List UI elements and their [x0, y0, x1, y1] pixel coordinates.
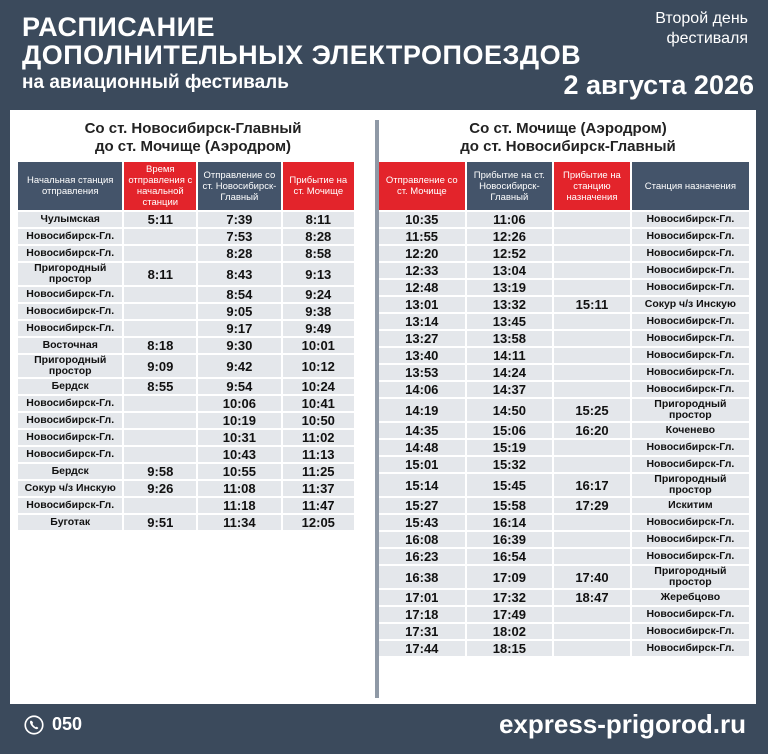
right-cell-col2: [554, 641, 630, 656]
left-cell-col2: 9:42: [198, 355, 280, 377]
right-cell-col1: 18:02: [467, 624, 553, 639]
right-cell-col3: Искитим: [632, 498, 749, 513]
left-header-start-station: Начальная станция отправления: [18, 162, 122, 210]
right-cell-col1: 12:26: [467, 229, 553, 244]
right-cell-col1: 14:37: [467, 382, 553, 397]
right-table-row: [379, 246, 749, 261]
right-cell-col1: 13:45: [467, 314, 553, 329]
left-table-row: [18, 355, 354, 377]
left-table-row: [18, 379, 354, 394]
left-table-row: [18, 464, 354, 479]
left-cell-col2: 9:05: [198, 304, 280, 319]
left-cell-col0: Новосибирск-Гл.: [18, 321, 122, 336]
left-cell-col2: 8:43: [198, 263, 280, 285]
right-table-row: [379, 515, 749, 530]
left-cell-col0: Восточная: [18, 338, 122, 353]
left-cell-col1: [124, 447, 196, 462]
right-cell-col3: Жеребцово: [632, 590, 749, 605]
right-cell-col3: Пригородный простор: [632, 474, 749, 496]
left-cell-col1: 5:11: [124, 212, 196, 227]
right-cell-col1: 17:49: [467, 607, 553, 622]
right-cell-col3: Новосибирск-Гл.: [632, 246, 749, 261]
right-cell-col3: Новосибирск-Гл.: [632, 457, 749, 472]
right-cell-col0: 14:06: [379, 382, 465, 397]
left-cell-col2: 10:06: [198, 396, 280, 411]
right-cell-col1: 13:04: [467, 263, 553, 278]
right-table-row: [379, 566, 749, 588]
left-cell-col2: 7:39: [198, 212, 280, 227]
right-table-row: [379, 423, 749, 438]
left-cell-col1: 9:09: [124, 355, 196, 377]
right-table-row: [379, 457, 749, 472]
left-cell-col0: Сокур ч/з Инскую: [18, 481, 122, 496]
left-cell-col3: 9:49: [283, 321, 354, 336]
left-cell-col3: 9:13: [283, 263, 354, 285]
left-cell-col1: [124, 246, 196, 261]
right-cell-col2: [554, 331, 630, 346]
right-cell-col1: 17:32: [467, 590, 553, 605]
left-cell-col3: 11:02: [283, 430, 354, 445]
left-cell-col2: 11:08: [198, 481, 280, 496]
right-cell-col3: Новосибирск-Гл.: [632, 532, 749, 547]
phone-icon: [24, 714, 44, 736]
right-cell-col2: 15:25: [554, 399, 630, 421]
left-cell-col1: 8:11: [124, 263, 196, 285]
left-table-row: [18, 396, 354, 411]
right-cell-col1: 13:32: [467, 297, 553, 312]
right-table-row: [379, 549, 749, 564]
left-cell-col2: 11:18: [198, 498, 280, 513]
right-cell-col1: 13:58: [467, 331, 553, 346]
right-cell-col1: 14:50: [467, 399, 553, 421]
right-cell-col3: Новосибирск-Гл.: [632, 263, 749, 278]
left-table-row: [18, 338, 354, 353]
left-cell-col2: 9:54: [198, 379, 280, 394]
left-cell-col0: Новосибирск-Гл.: [18, 229, 122, 244]
left-cell-col0: Новосибирск-Гл.: [18, 430, 122, 445]
right-cell-col0: 17:18: [379, 607, 465, 622]
right-cell-col1: 16:39: [467, 532, 553, 547]
left-cell-col2: 7:53: [198, 229, 280, 244]
right-cell-col1: 12:52: [467, 246, 553, 261]
right-table-row: [379, 624, 749, 639]
right-cell-col0: 13:27: [379, 331, 465, 346]
left-cell-col0: Новосибирск-Гл.: [18, 287, 122, 302]
right-cell-col2: [554, 532, 630, 547]
right-cell-col0: 15:27: [379, 498, 465, 513]
right-cell-col2: 17:40: [554, 566, 630, 588]
right-cell-col3: Новосибирск-Гл.: [632, 624, 749, 639]
left-table-row: [18, 481, 354, 496]
left-table-row: [18, 430, 354, 445]
right-cell-col0: 17:44: [379, 641, 465, 656]
left-table-row: [18, 229, 354, 244]
left-cell-col3: 10:50: [283, 413, 354, 428]
right-cell-col1: 11:06: [467, 212, 553, 227]
title-line-2: ДОПОЛНИТЕЛЬНЫХ ЭЛЕКТРОПОЕЗДОВ: [22, 40, 582, 70]
left-table-row: [18, 447, 354, 462]
right-cell-col3: Коченево: [632, 423, 749, 438]
right-cell-col0: 12:20: [379, 246, 465, 261]
right-table-row: [379, 607, 749, 622]
right-cell-col1: 16:14: [467, 515, 553, 530]
left-title-line-1: Со ст. Новосибирск-Главный: [84, 120, 302, 137]
right-cell-col3: Новосибирск-Гл.: [632, 365, 749, 380]
left-cell-col1: [124, 287, 196, 302]
left-cell-col0: Новосибирск-Гл.: [18, 246, 122, 261]
left-cell-col3: 10:24: [283, 379, 354, 394]
left-table-row: [18, 413, 354, 428]
left-cell-col3: 10:01: [283, 338, 354, 353]
right-cell-col2: [554, 246, 630, 261]
left-table-header-row: [18, 162, 354, 210]
right-cell-col2: 16:20: [554, 423, 630, 438]
right-table-row: [379, 474, 749, 496]
left-cell-col2: 10:19: [198, 413, 280, 428]
right-table-row: [379, 532, 749, 547]
right-header-destination-arrival: Прибытие на станцию назначения: [554, 162, 630, 210]
right-cell-col1: 15:19: [467, 440, 553, 455]
right-cell-col1: 15:06: [467, 423, 553, 438]
left-cell-col0: Новосибирск-Гл.: [18, 304, 122, 319]
left-table-row: [18, 304, 354, 319]
festival-day-line-2: фестиваля: [666, 30, 748, 47]
right-cell-col2: [554, 549, 630, 564]
right-cell-col0: 14:48: [379, 440, 465, 455]
left-cell-col2: 10:43: [198, 447, 280, 462]
left-cell-col1: 9:58: [124, 464, 196, 479]
right-cell-col0: 13:53: [379, 365, 465, 380]
right-table-row: [379, 399, 749, 421]
right-header-novosibirsk-arrival: Прибытие на ст. Новосибирск-Главный: [467, 162, 553, 210]
right-cell-col2: [554, 382, 630, 397]
left-table-row: [18, 321, 354, 336]
right-cell-col0: 17:31: [379, 624, 465, 639]
left-cell-col1: [124, 304, 196, 319]
right-cell-col2: 17:29: [554, 498, 630, 513]
right-cell-col2: [554, 263, 630, 278]
left-cell-col0: Чулымская: [18, 212, 122, 227]
right-cell-col0: 10:35: [379, 212, 465, 227]
left-cell-col3: 10:41: [283, 396, 354, 411]
right-table-row: [379, 263, 749, 278]
header: [0, 0, 768, 110]
right-cell-col1: 16:54: [467, 549, 553, 564]
right-cell-col0: 16:08: [379, 532, 465, 547]
left-cell-col3: 12:05: [283, 515, 354, 530]
right-cell-col3: Новосибирск-Гл.: [632, 348, 749, 363]
left-table-row: [18, 515, 354, 530]
left-cell-col2: 8:54: [198, 287, 280, 302]
left-table-row: [18, 212, 354, 227]
right-cell-col3: Новосибирск-Гл.: [632, 280, 749, 295]
right-table-row: [379, 212, 749, 227]
right-table-row: [379, 348, 749, 363]
left-cell-col2: 10:55: [198, 464, 280, 479]
right-table-row: [379, 365, 749, 380]
right-cell-col0: 14:35: [379, 423, 465, 438]
left-cell-col0: Новосибирск-Гл.: [18, 447, 122, 462]
right-cell-col1: 14:11: [467, 348, 553, 363]
right-cell-col1: 15:45: [467, 474, 553, 496]
right-cell-col0: 12:48: [379, 280, 465, 295]
right-cell-col2: [554, 348, 630, 363]
left-schedule-table: [16, 160, 356, 532]
right-table-row: [379, 229, 749, 244]
left-cell-col1: [124, 498, 196, 513]
right-section-title: [388, 120, 748, 156]
right-cell-col2: [554, 365, 630, 380]
left-cell-col3: 8:11: [283, 212, 354, 227]
right-cell-col0: 16:23: [379, 549, 465, 564]
right-cell-col0: 13:14: [379, 314, 465, 329]
right-cell-col3: Новосибирск-Гл.: [632, 440, 749, 455]
right-schedule-table: [377, 160, 751, 658]
right-cell-col0: 17:01: [379, 590, 465, 605]
left-cell-col3: 11:47: [283, 498, 354, 513]
left-cell-col2: 8:28: [198, 246, 280, 261]
right-cell-col3: Новосибирск-Гл.: [632, 314, 749, 329]
left-table-row: [18, 263, 354, 285]
left-cell-col3: 11:37: [283, 481, 354, 496]
right-cell-col3: Пригородный простор: [632, 566, 749, 588]
right-cell-col3: Пригородный простор: [632, 399, 749, 421]
left-cell-col1: [124, 413, 196, 428]
right-cell-col1: 13:19: [467, 280, 553, 295]
right-table-row: [379, 314, 749, 329]
left-header-start-time: Время отправления с начальной станции: [124, 162, 196, 210]
title-line-1: РАСПИСАНИЕ: [22, 12, 216, 42]
left-cell-col3: 9:24: [283, 287, 354, 302]
left-cell-col3: 11:25: [283, 464, 354, 479]
right-cell-col2: [554, 607, 630, 622]
right-table-row: [379, 440, 749, 455]
right-cell-col1: 15:32: [467, 457, 553, 472]
left-header-mochishche-arrival: Прибытие на ст. Мочище: [283, 162, 354, 210]
right-table-row: [379, 280, 749, 295]
left-cell-col3: 10:12: [283, 355, 354, 377]
left-cell-col2: 11:34: [198, 515, 280, 530]
right-header-destination-station: Станция назначения: [632, 162, 749, 210]
right-cell-col2: [554, 212, 630, 227]
left-cell-col0: Новосибирск-Гл.: [18, 498, 122, 513]
right-cell-col0: 12:33: [379, 263, 465, 278]
right-cell-col2: [554, 457, 630, 472]
left-table-row: [18, 246, 354, 261]
right-cell-col3: Сокур ч/з Инскую: [632, 297, 749, 312]
right-cell-col1: 17:09: [467, 566, 553, 588]
left-cell-col3: 8:28: [283, 229, 354, 244]
right-cell-col2: 15:11: [554, 297, 630, 312]
right-cell-col0: 15:14: [379, 474, 465, 496]
right-cell-col0: 15:01: [379, 457, 465, 472]
right-table-row: [379, 590, 749, 605]
left-cell-col1: 8:55: [124, 379, 196, 394]
right-cell-col1: 15:58: [467, 498, 553, 513]
left-cell-col2: 9:30: [198, 338, 280, 353]
right-title-line-1: Со ст. Мочище (Аэродром): [469, 120, 667, 137]
left-cell-col0: Буготак: [18, 515, 122, 530]
left-cell-col0: Бердск: [18, 464, 122, 479]
left-cell-col0: Новосибирск-Гл.: [18, 413, 122, 428]
right-cell-col3: Новосибирск-Гл.: [632, 607, 749, 622]
right-cell-col2: [554, 280, 630, 295]
left-cell-col2: 10:31: [198, 430, 280, 445]
right-cell-col1: 18:15: [467, 641, 553, 656]
right-cell-col3: Новосибирск-Гл.: [632, 229, 749, 244]
left-cell-col3: 8:58: [283, 246, 354, 261]
right-cell-col2: [554, 624, 630, 639]
right-table-row: [379, 382, 749, 397]
left-cell-col1: [124, 430, 196, 445]
right-cell-col3: Новосибирск-Гл.: [632, 515, 749, 530]
left-section-title: [18, 120, 368, 156]
right-cell-col3: Новосибирск-Гл.: [632, 641, 749, 656]
right-cell-col2: [554, 515, 630, 530]
left-cell-col1: [124, 229, 196, 244]
left-cell-col3: 11:13: [283, 447, 354, 462]
right-cell-col2: [554, 314, 630, 329]
right-cell-col0: 15:43: [379, 515, 465, 530]
right-cell-col0: 16:38: [379, 566, 465, 588]
right-table-header-row: [379, 162, 749, 210]
left-cell-col0: Пригородный простор: [18, 263, 122, 285]
left-title-line-2: до ст. Мочище (Аэродром): [94, 138, 292, 155]
title-line-3: на авиационный фестиваль: [22, 72, 289, 93]
right-cell-col3: Новосибирск-Гл.: [632, 549, 749, 564]
right-cell-col0: 14:19: [379, 399, 465, 421]
left-cell-col1: 8:18: [124, 338, 196, 353]
right-cell-col0: 13:40: [379, 348, 465, 363]
right-cell-col3: Новосибирск-Гл.: [632, 382, 749, 397]
right-cell-col2: [554, 440, 630, 455]
schedule-panel: [10, 110, 756, 704]
left-cell-col1: [124, 396, 196, 411]
right-table-row: [379, 297, 749, 312]
left-table-row: [18, 498, 354, 513]
right-table-row: [379, 641, 749, 656]
festival-date: 2 августа 2026: [563, 70, 754, 100]
right-cell-col0: 11:55: [379, 229, 465, 244]
left-cell-col0: Пригородный простор: [18, 355, 122, 377]
left-cell-col3: 9:38: [283, 304, 354, 319]
right-cell-col0: 13:01: [379, 297, 465, 312]
phone-number: 050: [52, 714, 83, 734]
left-cell-col0: Бердск: [18, 379, 122, 394]
left-cell-col0: Новосибирск-Гл.: [18, 396, 122, 411]
left-table-row: [18, 287, 354, 302]
right-header-mochishche-departure: Отправление со ст. Мочище: [379, 162, 465, 210]
left-cell-col1: [124, 321, 196, 336]
right-cell-col3: Новосибирск-Гл.: [632, 331, 749, 346]
right-table-row: [379, 331, 749, 346]
right-title-line-2: до ст. Новосибирск-Главный: [460, 138, 676, 155]
left-cell-col1: 9:26: [124, 481, 196, 496]
left-cell-col2: 9:17: [198, 321, 280, 336]
right-cell-col1: 14:24: [467, 365, 553, 380]
festival-day-line-1: Второй день: [655, 10, 748, 27]
right-cell-col2: 18:47: [554, 590, 630, 605]
right-cell-col2: [554, 229, 630, 244]
left-cell-col1: 9:51: [124, 515, 196, 530]
right-cell-col2: 16:17: [554, 474, 630, 496]
left-header-novosibirsk-departure: Отправление со ст. Новосибирск-Главный: [198, 162, 280, 210]
right-cell-col3: Новосибирск-Гл.: [632, 212, 749, 227]
website-link[interactable]: express-prigorod.ru: [498, 709, 746, 739]
right-table-row: [379, 498, 749, 513]
